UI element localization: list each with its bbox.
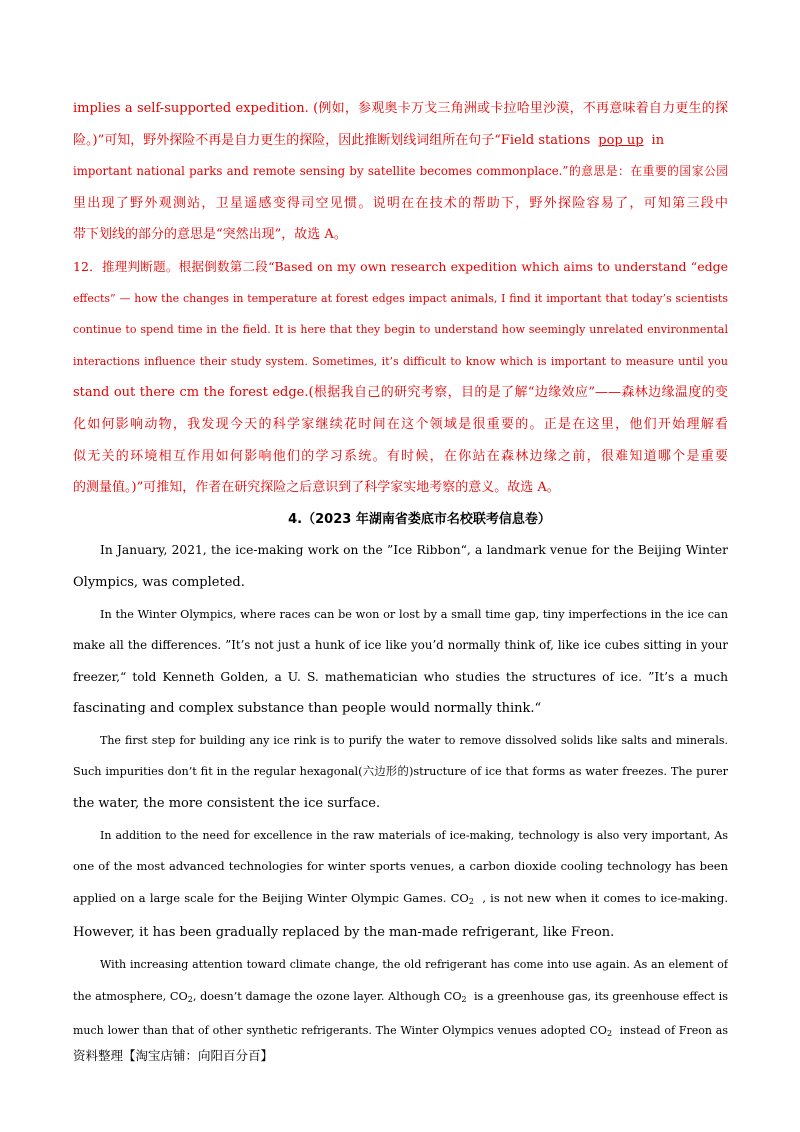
passage-line: In January, 2021, the ice-making work on the ”Ice Ribbon“, a landmark venue for the Beijing Winter (100, 543, 728, 558)
passage-line: one of the most advanced technologies for winter sports venues, a carbon dioxide cooling technology has been (73, 859, 728, 874)
subscript: 2 (468, 896, 474, 906)
text-line: continue to spend time in the field. It is here that they begin to understand how seemingly unrelated environmental (73, 323, 728, 337)
text-line: 化如何影响动物，我发现今天的科学家继续花时间在这个领域是很重要的。正是在这里，他们开始理解看 (73, 416, 728, 432)
passage-line: fascinating and complex substance than people would normally think.“ (73, 701, 542, 717)
text-segment: much lower than that of other synthetic refrigerants. The Winter Olympics venues adopted CO (73, 1024, 607, 1038)
passage-line: With increasing attention toward climate change, the old refrigerant has come into use again. As an element of (100, 958, 728, 972)
text-segment: instead of Freon as (612, 1024, 729, 1038)
text-line: implies a self-supported expedition. (例如，参观奥卡万戈三角洲或卡拉哈里沙漠，不再意味着自力更生的探 (73, 101, 728, 116)
passage-line: In addition to the need for excellence in the raw materials of ice-making, technology is also very important, As (100, 828, 728, 842)
text-segment: , doesn’t damage the ozone layer. Although CO (192, 989, 462, 1003)
text-line: 里出现了野外观测站，卫星遥感变得司空见惯。说明在在技术的帮助下，野外探险容易了，可知第三段中 (73, 195, 728, 211)
text-segment: 险。)”可知，野外探险不再是自力更生的探险，因此推断划线词组所在句子“Field stations (73, 132, 591, 148)
answer-explanation (73, 93, 728, 504)
passage-line (73, 883, 728, 918)
co2-sentence (73, 891, 728, 905)
section-heading: 4.（2023 年湖南省娄底市名校联考信息卷） (288, 511, 551, 527)
passage-line (73, 981, 728, 1016)
passage-line: make all the differences. ”It’s not just a hunk of ice like you’d normally think of, like ice cubes sitting in your (73, 638, 728, 653)
passage-line: The first step for building any ice rink is to purify the water to remove dissolved solids like salts and minerals. (100, 733, 728, 747)
passage-line: the water, the more consistent the ice surface. (73, 796, 381, 812)
subscript: 2 (461, 994, 467, 1004)
text-segment: , is not new when it comes to ice-making. (473, 890, 728, 905)
co2-sentence (73, 990, 728, 1003)
co2-sentence (73, 1024, 728, 1037)
text-line: 的测量值。)”可推知，作者在研究探险之后意识到了科学家实地考察的意义。故选 A。 (73, 480, 560, 496)
document-content (73, 93, 728, 1050)
text-line: stand out there cm the forest edge.(根据我自己的研究考察，目的是了解“边缘效应”——森林边缘温度的变 (73, 385, 728, 401)
passage-line: However, it has been gradually replaced by the man-made refrigerant, like Freon. (73, 925, 615, 941)
underlined-phrase: pop up (598, 132, 644, 148)
reading-passage (73, 535, 728, 1050)
text-line (73, 125, 728, 157)
passage-line: Such impurities don’t fit in the regular hexagonal(六边形的)structure of ice that forms as water freezes. The purer (73, 765, 728, 779)
text-line: 12．推理判断题。根据倒数第二段“Based on my own research expedition which aims to understand “edge (73, 258, 728, 274)
passage-line: In the Winter Olympics, where races can be won or lost by a small time gap, tiny imperfections in the ice can (100, 607, 728, 621)
text-segment: is a greenhouse gas, its greenhouse effect is (466, 989, 728, 1003)
text-line: interactions influence their study system. Sometimes, it’s difficult to know which is important to measure until you (73, 354, 728, 368)
passage-line (73, 1015, 728, 1050)
subscript: 2 (187, 994, 193, 1004)
text-line: 似无关的环境相互作用如何影响他们的学习系统。有时候，在你站在森林边缘之前，很难知道哪个是重要 (73, 448, 728, 464)
text-line: 带下划线的部分的意思是“突然出现”，故选 A。 (73, 227, 347, 243)
passage-line: freezer,“ told Kenneth Golden, a U. S. mathematician who studies the structures of ice. ”It’s a much (73, 669, 728, 684)
text-segment: the atmosphere, CO (73, 989, 188, 1003)
text-segment: in (651, 132, 665, 148)
text-segment: applied on a large scale for the Beijing Winter Olympic Games. CO (73, 890, 469, 905)
text-line: effects” — how the changes in temperature at forest edges impact animals, I find it important that today’s scientists (73, 291, 728, 305)
text-line: important national parks and remote sensing by satellite becomes commonplace.”的意思是：在重要的国家公园 (73, 164, 728, 179)
subscript: 2 (606, 1029, 613, 1039)
passage-line: Olympics, was completed. (73, 574, 245, 590)
page-footer: 资料整理【淘宝店铺：向阳百分百】 (73, 1048, 274, 1063)
